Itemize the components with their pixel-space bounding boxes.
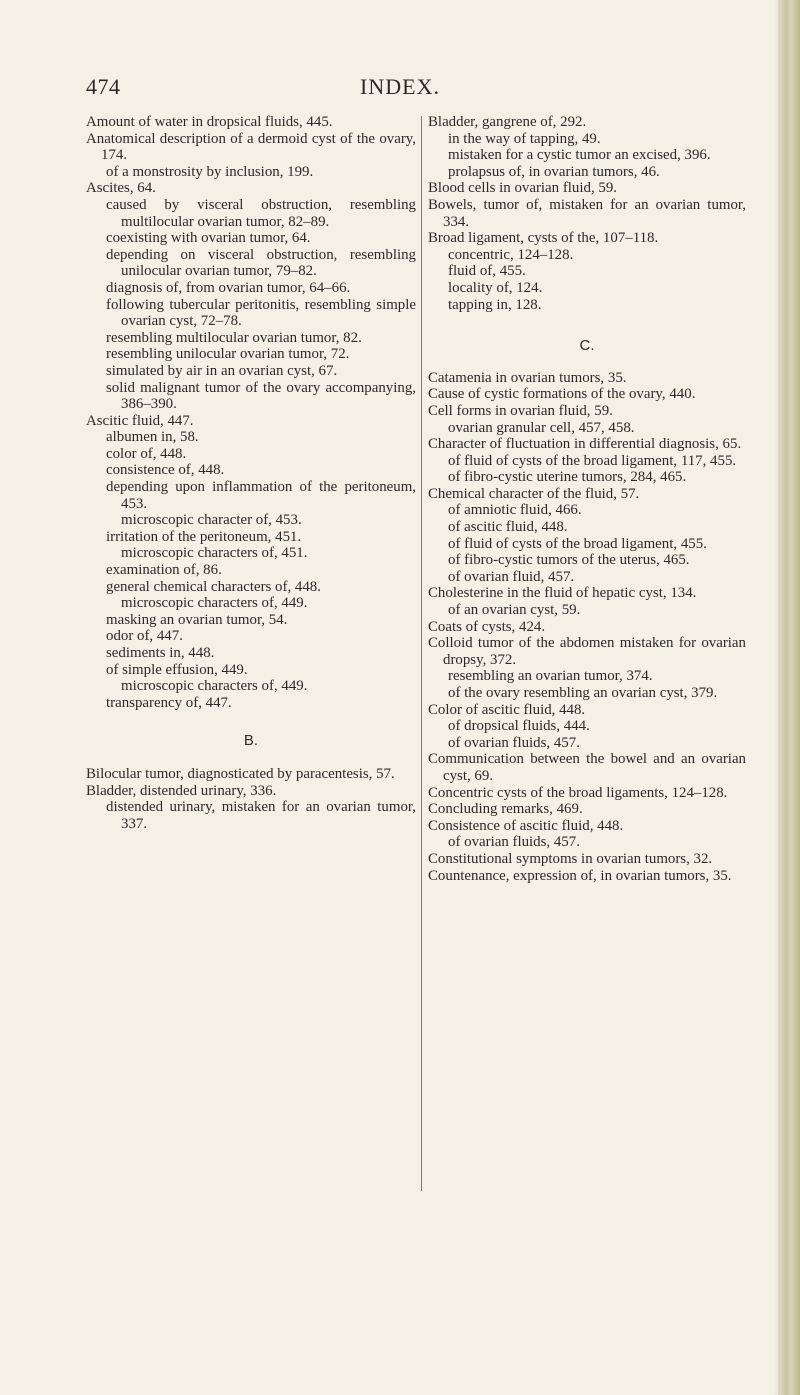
index-subentry: transparency of, 447. — [106, 694, 232, 711]
section-heading: B. — [243, 732, 259, 750]
index-entry: Chemical character of the fluid, 57. — [428, 485, 640, 502]
running-head: INDEX. — [360, 74, 440, 99]
index-subentry: of ascitic fluid, 448. — [448, 519, 568, 536]
index-column-left — [86, 114, 416, 832]
index-subentry: of ovarian fluids, 457. — [448, 734, 580, 751]
index-subentry: of an ovarian cyst, 59. — [448, 602, 581, 619]
index-subentry: ovarian granular cell, 457, 458. — [448, 419, 635, 436]
index-subentry: resembling an ovarian tumor, 374. — [448, 668, 653, 685]
index-subentry: microscopic characters of, 449. — [121, 678, 308, 695]
index-entry: Amount of water in dropsical fluids, 445. — [86, 114, 333, 130]
index-subentry: in the way of tapping, 49. — [448, 130, 601, 147]
index-subentry: fluid of, 455. — [448, 263, 526, 280]
index-subentry: locality of, 124. — [448, 279, 543, 296]
index-entry: Coats of cysts, 424. — [428, 618, 546, 635]
index-entry: Broad ligament, cysts of the, 107–118. — [428, 230, 659, 247]
index-entry: Countenance, expression of, in ovarian tumors, 35. — [428, 867, 732, 884]
page-edge — [778, 0, 800, 1395]
index-entry: Cell forms in ovarian fluid, 59. — [428, 402, 613, 419]
index-entry: Concentric cysts of the broad ligaments, 124–128. — [428, 784, 728, 801]
index-subentry: microscopic characters of, 451. — [121, 545, 308, 562]
index-column-right — [428, 114, 746, 884]
index-subentry: microscopic characters of, 449. — [121, 595, 308, 612]
index-entry: Blood cells in ovarian fluid, 59. — [428, 180, 617, 197]
index-subentry: irritation of the peritoneum, 451. — [106, 528, 302, 545]
page-edge-shadow — [774, 0, 780, 1395]
index-subentry: of ovarian fluids, 457. — [448, 834, 580, 851]
index-subentry: following tubercular peritonitis, resembling simple ovarian cyst, 72–78. — [106, 296, 416, 330]
index-subentry: concentric, 124–128. — [448, 246, 574, 263]
index-entry: Color of ascitic fluid, 448. — [428, 701, 586, 718]
index-subentry: microscopic character of, 453. — [121, 512, 302, 529]
index-subentry: of fluid of cysts of the broad ligament, 117, 455. — [448, 452, 737, 469]
index-subentry: of fibro-cystic uterine tumors, 284, 465. — [448, 469, 687, 486]
index-subentry: of fluid of cysts of the broad ligament, 455. — [448, 535, 707, 552]
index-entry: Constitutional symptoms in ovarian tumors, 32. — [428, 850, 713, 867]
index-subentry: simulated by air in an ovarian cyst, 67. — [106, 362, 338, 379]
index-subentry: depending upon inflammation of the peritoneum, 453. — [106, 479, 416, 512]
index-subentry: sediments in, 448. — [106, 645, 215, 661]
index-entry: Concluding remarks, 469. — [428, 801, 583, 818]
index-subentry: diagnosis of, from ovarian tumor, 64–66. — [106, 279, 351, 296]
index-subentry: general chemical characters of, 448. — [106, 578, 321, 595]
index-subentry: masking an ovarian tumor, 54. — [106, 611, 288, 628]
index-subentry: distended urinary, mistaken for an ovarian tumor, 337. — [106, 799, 416, 832]
index-subentry: color of, 448. — [106, 445, 187, 462]
index-entry: Cholesterine in the fluid of hepatic cyst, 134. — [428, 585, 697, 602]
index-subentry: of fibro-cystic tumors of the uterus, 465. — [448, 552, 690, 569]
index-subentry: solid malignant tumor of the ovary accompanying, 386–390. — [106, 379, 416, 413]
index-subentry: albumen in, 58. — [106, 429, 199, 446]
index-subentry: of a monstrosity by inclusion, 199. — [106, 163, 314, 180]
index-entry: Cause of cystic formations of the ovary, 440. — [428, 386, 696, 403]
index-entry: Ascitic fluid, 447. — [86, 412, 194, 429]
index-entry: Catamenia in ovarian tumors, 35. — [428, 369, 627, 386]
index-subentry: examination of, 86. — [106, 562, 222, 579]
index-subentry: resembling unilocular ovarian tumor, 72. — [106, 346, 350, 363]
index-subentry: of amniotic fluid, 466. — [448, 502, 582, 519]
index-subentry: consistence of, 448. — [106, 462, 225, 479]
index-entry: Bladder, distended urinary, 336. — [86, 782, 277, 799]
section-heading: C. — [579, 337, 595, 355]
index-entry: Bilocular tumor, diagnosticated by paracentesis, 57. — [86, 765, 395, 782]
index-entry: Consistence of ascitic fluid, 448. — [428, 817, 624, 834]
column-divider — [421, 116, 422, 1191]
index-subentry: odor of, 447. — [106, 628, 183, 645]
index-subentry: of the ovary resembling an ovarian cyst, 379. — [448, 685, 718, 701]
index-subentry: prolapsus of, in ovarian tumors, 46. — [448, 163, 660, 180]
index-subentry: tapping in, 128. — [448, 296, 542, 313]
index-subentry: resembling multilocular ovarian tumor, 82. — [106, 329, 362, 346]
index-entry: Communication between the bowel and an ovarian cyst, 69. — [428, 751, 746, 784]
index-entry: Anatomical description of a dermoid cyst of the ovary, 174. — [86, 130, 416, 164]
index-subentry: of dropsical fluids, 444. — [448, 718, 590, 735]
index-subentry: coexisting with ovarian tumor, 64. — [106, 230, 311, 247]
index-entry: Character of fluctuation in differential diagnosis, 65. — [428, 436, 742, 453]
index-entry: Ascites, 64. — [86, 180, 156, 197]
index-subentry: mistaken for a cystic tumor an excised, 396. — [448, 147, 711, 164]
index-subentry: of ovarian fluid, 457. — [448, 568, 575, 585]
index-subentry: depending on visceral obstruction, resembling unilocular ovarian tumor, 79–82. — [106, 246, 416, 280]
page-number: 474 — [86, 74, 121, 99]
index-subentry: caused by visceral obstruction, resembling multilocular ovarian tumor, 82–89. — [106, 196, 416, 230]
index-entry: Bowels, tumor of, mistaken for an ovarian tumor, 334. — [428, 196, 746, 230]
index-entry: Colloid tumor of the abdomen mistaken for ovarian dropsy, 372. — [428, 635, 746, 668]
index-entry: Bladder, gangrene of, 292. — [428, 114, 587, 130]
index-subentry: of simple effusion, 449. — [106, 661, 248, 678]
